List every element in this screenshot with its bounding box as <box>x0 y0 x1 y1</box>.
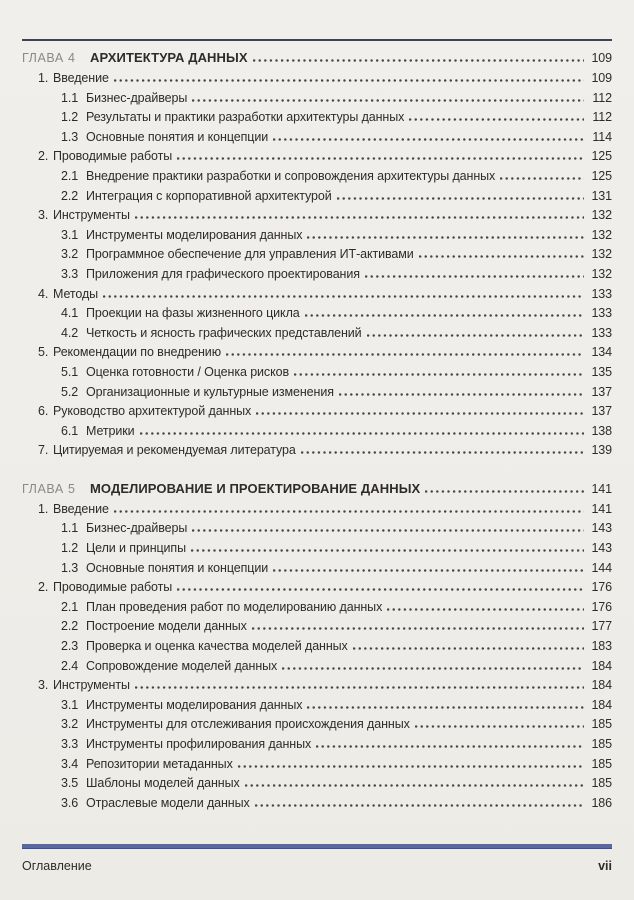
toc-entry <box>22 521 612 541</box>
toc-entry-number: 3.2 <box>61 717 79 732</box>
dot-leader <box>256 405 584 415</box>
dot-leader <box>294 366 584 376</box>
footer-section-label: Оглавление <box>22 859 92 873</box>
toc-entry <box>22 91 612 111</box>
dot-leader <box>500 170 584 180</box>
toc-entry <box>22 208 612 228</box>
toc-entry <box>22 149 612 169</box>
page-footer <box>22 844 612 873</box>
dot-leader <box>282 660 584 670</box>
dot-leader <box>252 620 584 630</box>
toc-entry-title: Сопровождение моделей данных <box>86 658 278 673</box>
toc-entry <box>22 404 612 424</box>
dot-leader <box>301 444 584 454</box>
toc-entry-title: Бизнес-драйверы <box>86 90 188 105</box>
toc-entry <box>22 345 612 365</box>
toc-entry-number: 2.2 <box>61 619 79 634</box>
toc-entry-number: 1.2 <box>61 541 79 556</box>
dot-leader <box>135 209 584 219</box>
toc-entry-number: 1.3 <box>61 129 79 144</box>
toc-entry-page: 135 <box>591 364 612 379</box>
toc-entry-number: 7. <box>38 443 49 458</box>
dot-leader <box>177 150 584 160</box>
dot-leader <box>316 738 584 748</box>
toc-entry <box>22 757 612 777</box>
toc-entry-title: Оценка готовности / Оценка рисков <box>86 364 289 379</box>
dot-leader <box>273 562 584 572</box>
toc-entry-number: 2.1 <box>61 168 79 183</box>
toc-entry-page: 176 <box>591 599 612 614</box>
toc-entry-number: 2.1 <box>61 599 79 614</box>
toc-entry <box>22 639 612 659</box>
toc-entry-title: Проверка и оценка качества моделей данных <box>86 639 348 654</box>
toc-entry-title: Инструменты <box>53 678 130 693</box>
chapter-page-number: 109 <box>591 51 612 65</box>
toc-entry <box>22 502 612 522</box>
dot-leader <box>415 718 584 728</box>
toc-entry-number: 3.1 <box>61 227 79 242</box>
toc-entry-number: 3.5 <box>61 776 79 791</box>
dot-leader <box>135 679 584 689</box>
toc-entry-number: 6. <box>38 404 49 419</box>
toc-entry-page: 185 <box>591 737 612 751</box>
toc-entry-number: 3.6 <box>61 795 79 810</box>
toc-chapter-heading <box>22 481 612 502</box>
toc-entry-title: План проведения работ по моделированию данных <box>86 599 383 614</box>
chapter-title: МОДЕЛИРОВАНИЕ И ПРОЕКТИРОВАНИЕ ДАННЫХ <box>90 480 421 496</box>
toc-entry-title: Построение модели данных <box>86 619 247 634</box>
dot-leader <box>387 601 584 611</box>
toc-entry-number: 4. <box>38 286 49 301</box>
toc-entry <box>22 189 612 209</box>
toc-entry <box>22 326 612 346</box>
dot-leader <box>367 327 584 337</box>
dot-leader <box>365 268 584 278</box>
toc-entry <box>22 247 612 267</box>
toc-entry-page: 137 <box>591 404 612 419</box>
toc-entry-number: 3.1 <box>61 697 79 712</box>
toc-entry-page: 125 <box>591 149 612 164</box>
toc-entry-number: 1.2 <box>61 110 79 125</box>
toc-entry-number: 1. <box>38 501 49 516</box>
toc-entry <box>22 600 612 620</box>
toc-entry-number: 4.1 <box>61 306 79 321</box>
toc-entry-page: 139 <box>591 443 612 458</box>
dot-leader <box>409 111 584 121</box>
toc-entry-page: 185 <box>591 756 612 771</box>
dot-leader <box>419 248 584 258</box>
toc-entry-title: Инструменты моделирования данных <box>86 697 303 712</box>
toc-entry-title: Основные понятия и концепции <box>86 129 269 144</box>
chapter-label: ГЛАВА 5 <box>22 481 76 496</box>
toc-entry-title: Инструменты профилирования данных <box>86 737 312 751</box>
toc-entry <box>22 71 612 91</box>
toc-entry-title: Инструменты моделирования данных <box>86 227 303 242</box>
dot-leader <box>339 386 584 396</box>
toc-entry-page: 133 <box>591 306 612 321</box>
toc-chapter-heading <box>22 50 612 71</box>
toc-entry <box>22 130 612 150</box>
dot-leader <box>273 131 584 141</box>
toc-entry <box>22 424 612 444</box>
chapter-page-number: 141 <box>591 481 612 496</box>
toc-entry-page: 125 <box>591 168 612 183</box>
toc-entry-page: 114 <box>592 129 612 144</box>
toc-entry-page: 132 <box>591 266 612 281</box>
toc-entry-title: Организационные и культурные изменения <box>86 384 334 399</box>
toc-entry-page: 143 <box>591 541 612 556</box>
toc-entry-number: 3.2 <box>61 247 79 262</box>
toc-entry-title: Программное обеспечение для управления ИТ-активами <box>86 247 414 262</box>
toc-entry <box>22 365 612 385</box>
toc-entry-number: 1.3 <box>61 560 79 575</box>
toc-entry-number: 3. <box>38 208 49 223</box>
toc-entry <box>22 287 612 307</box>
dot-leader <box>353 640 584 650</box>
toc-entry-title: Приложения для графического проектирования <box>86 266 360 281</box>
toc-chapter-block <box>22 481 612 816</box>
chapter-title: АРХИТЕКТУРА ДАННЫХ <box>90 50 248 65</box>
toc-entry-number: 1. <box>38 71 49 85</box>
toc-entry-title: Цитируемая и рекомендуемая литература <box>53 443 296 458</box>
toc-chapter-block <box>22 50 612 463</box>
toc-entry <box>22 541 612 561</box>
toc-entry-page: 141 <box>591 501 612 516</box>
toc-entry <box>22 385 612 405</box>
header-rule <box>22 39 612 41</box>
toc-entry-title: Интеграция с корпоративной архитектурой <box>86 188 332 203</box>
toc-entry-title: Рекомендации по внедрению <box>53 345 221 360</box>
toc-entry-page: 112 <box>592 90 612 105</box>
toc-entry <box>22 561 612 581</box>
toc-entry <box>22 169 612 189</box>
toc-entry-title: Инструменты <box>53 208 130 223</box>
toc-entry-number: 5.2 <box>61 384 79 399</box>
toc-entry-title: Проводимые работы <box>53 149 173 164</box>
toc-entry-page: 131 <box>591 188 612 203</box>
toc-entry <box>22 267 612 287</box>
toc-entry-number: 2. <box>38 149 49 164</box>
toc-entry-number: 3.4 <box>61 756 79 771</box>
toc-entry <box>22 659 612 679</box>
toc-entry <box>22 776 612 796</box>
footer-page-number: vii <box>598 859 612 873</box>
toc-entry-page: 134 <box>591 345 612 360</box>
dot-leader <box>337 190 584 200</box>
toc-entry-number: 6.1 <box>61 423 79 438</box>
toc-entry-page: 133 <box>591 286 612 301</box>
toc-entry-title: Цели и принципы <box>86 541 186 556</box>
footer-rule <box>22 844 612 849</box>
toc-entry-page: 112 <box>592 110 612 125</box>
toc-entry-title: Внедрение практики разработки и сопровождения архитектуры данных <box>86 168 496 183</box>
toc-entry-title: Репозитории метаданных <box>86 756 233 771</box>
toc-entry-number: 3.3 <box>61 266 79 281</box>
toc-entry-number: 2. <box>38 580 49 595</box>
dot-leader <box>192 92 584 102</box>
toc-entry-title: Инструменты для отслеживания происхождения данных <box>86 717 410 732</box>
toc-entry-title: Бизнес-драйверы <box>86 521 188 536</box>
dot-leader <box>305 307 584 317</box>
toc-entry-page: 132 <box>591 227 612 242</box>
toc-entry-page: 183 <box>591 639 612 654</box>
toc-entry-page: 176 <box>591 580 612 595</box>
dot-leader <box>255 797 584 807</box>
toc-entry-title: Метрики <box>86 423 135 438</box>
toc-entry-title: Основные понятия и концепции <box>86 560 269 575</box>
dot-leader <box>226 346 584 356</box>
toc-entry-page: 109 <box>591 71 612 85</box>
toc-entry <box>22 678 612 698</box>
toc-entry-number: 2.4 <box>61 658 79 673</box>
toc-entry-title: Четкость и ясность графических представлений <box>86 325 362 340</box>
toc-entry-title: Введение <box>53 501 109 516</box>
toc-entry-page: 144 <box>591 560 612 575</box>
toc-entry-title: Руководство архитектурой данных <box>53 404 252 419</box>
dot-leader <box>192 522 584 532</box>
toc-entry <box>22 737 612 757</box>
toc-entry-title: Введение <box>53 71 109 85</box>
toc-entry-page: 132 <box>591 208 612 223</box>
toc-entry-number: 2.2 <box>61 188 79 203</box>
toc-entry-title: Результаты и практики разработки архитектуры данных <box>86 110 405 125</box>
dot-leader <box>114 503 584 513</box>
toc-entry-number: 3.3 <box>61 737 79 751</box>
toc-entry-title: Отраслевые модели данных <box>86 795 250 810</box>
toc-entry <box>22 110 612 130</box>
toc-entry-page: 184 <box>591 658 612 673</box>
dot-leader <box>253 52 584 62</box>
toc-entry-number: 1.1 <box>61 521 79 536</box>
dot-leader <box>245 777 584 787</box>
dot-leader <box>191 542 584 552</box>
toc-entry <box>22 443 612 463</box>
toc-entry-page: 185 <box>591 776 612 791</box>
toc-entry <box>22 580 612 600</box>
toc-entry-number: 3. <box>38 678 49 693</box>
toc-entry-number: 1.1 <box>61 90 79 105</box>
toc-entry <box>22 717 612 737</box>
toc-entry-title: Методы <box>53 286 99 301</box>
toc-entry-page: 184 <box>591 678 612 693</box>
toc-entry <box>22 228 612 248</box>
toc-entry-page: 185 <box>591 717 612 732</box>
toc-entry-page: 184 <box>591 697 612 712</box>
toc-entry-page: 137 <box>591 384 612 399</box>
toc <box>22 50 612 815</box>
toc-entry-title: Проекции на фазы жизненного цикла <box>86 306 300 321</box>
dot-leader <box>238 758 584 768</box>
toc-entry <box>22 796 612 816</box>
toc-entry <box>22 619 612 639</box>
chapter-label: ГЛАВА 4 <box>22 51 76 65</box>
toc-entry-number: 2.3 <box>61 639 79 654</box>
toc-entry-page: 143 <box>591 521 612 536</box>
dot-leader <box>307 229 584 239</box>
dot-leader <box>103 288 584 298</box>
toc-entry <box>22 698 612 718</box>
dot-leader <box>177 581 584 591</box>
dot-leader <box>114 72 584 82</box>
toc-entry <box>22 306 612 326</box>
toc-entry-page: 177 <box>591 619 612 634</box>
toc-entry-title: Проводимые работы <box>53 580 173 595</box>
toc-entry-number: 4.2 <box>61 325 79 340</box>
toc-entry-number: 5.1 <box>61 364 79 379</box>
toc-entry-title: Шаблоны моделей данных <box>86 776 240 791</box>
footer-text-row <box>22 859 612 873</box>
toc-entry-page: 133 <box>591 325 612 340</box>
dot-leader <box>425 483 584 493</box>
toc-entry-page: 138 <box>591 423 612 438</box>
toc-entry-number: 5. <box>38 345 49 360</box>
toc-entry-page: 186 <box>591 795 612 810</box>
dot-leader <box>140 425 584 435</box>
dot-leader <box>307 699 584 709</box>
toc-entry-page: 132 <box>591 247 612 262</box>
